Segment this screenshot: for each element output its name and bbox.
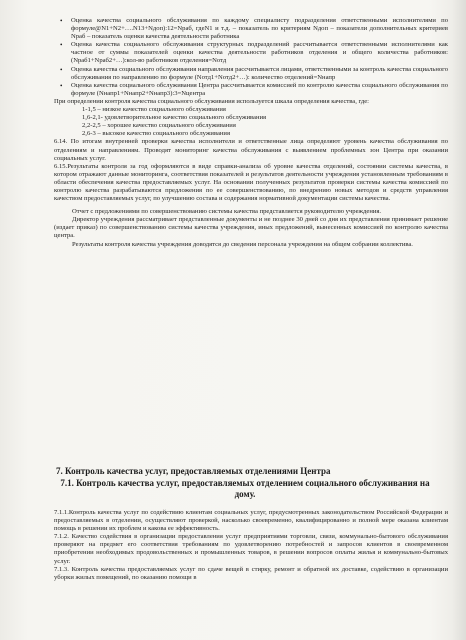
bullet-direction-formula: • Оценка качества социального обслуживания направления рассчитывается лицами, ответственными за контроль качества социального обслуживания по направлению по формуле (Nотд1+Nотд2+…): количество отделений=Nнапр xyxy=(54,66,448,82)
scale-item-satisfactory: 1,6-2,1- удовлетворительное качество социального обслуживания xyxy=(82,114,267,122)
scale-item-good: 2,2-2,5 – хорошее качество социального обслуживания xyxy=(82,122,236,130)
scale-item-low: 1-1,5 – низкое качество социального обслуживания xyxy=(82,106,226,114)
paragraph-6-15: 6.15.Результаты контроля за год оформляются в виде справки-анализа об уровне качества отделений, состоянии системы качества, в котором отражают данные мониторинга, соответствия показателей и результатов деятельности учреждения установленным требованиям в области обеспечения качества предоставляемых услуг. На основании полученных результатов проверки системы качества комиссией по контролю качества разрабатываются предложения по ее совершенствованию, по внедрению новых методов и средств управления качеством предоставляемых услуг, по улучшению состава и содержания нормативной документации системы качества. xyxy=(54,162,448,203)
section-7-heading: 7. Контроль качества услуг, предоставляемых отделениями Центра xyxy=(56,466,331,476)
paragraph-6-14: 6.14. По итогам внутренней проверки качества исполнители и ответственные лица определяют уровень качества обслуживания по отделениям и направлениям. Проводят мониторинг качества обслуживания с выявлением проблемных зон Центра при оказании социальных услуг. xyxy=(54,138,448,162)
paragraph-7-1-1: 7.1.1.Контроль качества услуг по содействию клиентам социальных услуг, предусмотренных законодательством Российской Федерации и предоставляемых в отделении, осуществляют проверкой, насколько своевременно, квалифицированно и полной мере оказана клиентам помощь в решении их проблем и какова ее эффективность. xyxy=(54,509,448,533)
paragraph-report: Отчет с предложениями по совершенствованию системы качества представляется руководителю учреждения. xyxy=(72,208,382,216)
paragraph-7-1-3: 7.1.3. Контроль качества предоставляемых услуг по сдаче вещей в стирку, ремонт и обратной их доставке, содействию в организации уборки жилых помещений, по оказанию помощи в xyxy=(54,565,448,581)
bullet-specialist-formula: • Оценка качества социального обслуживания по каждому специалисту подразделения ответственными исполнителями по формуле@N1+N2+….N13+Nдоп):12=Nраб, гдеN1 и т.д. – показатель по критериям Nдоп – показатели дополнительных критериев Nраб – показатель оценки качества деятельности работника xyxy=(54,17,448,41)
scale-intro: При определении контроля качества социального обслуживания используется шкала определения качества, где: xyxy=(54,97,369,105)
scale-item-high: 2,6-3 – высокое качество социального обслуживания xyxy=(82,130,230,138)
page-edge-shadow xyxy=(452,0,466,640)
bullet-center-formula: • Оценка качества социального обслуживания Центра рассчитывается комиссией по контролю качества социального обслуживания по формуле (Nнапр1+Nнапр2+Nнапр3):3=Nцентра xyxy=(54,82,448,98)
section-7-body xyxy=(54,509,448,582)
paragraph-results: Результаты контроля качества учреждения доводятся до сведения персонала учреждения на общем собрании коллектива. xyxy=(72,240,413,248)
section-7-1-heading: 7.1. Контроль качества услуг, предоставляемых отделением социального обслуживания на дому. xyxy=(60,478,430,499)
bullet-department-formula: • Оценка качества социального обслуживания структурных подразделений рассчитывается ответственными исполнителями как частное от суммы показателей оценки качества деятельности работников отделения и общего количества работников: (Nраб1+Nраб2+…):кол-во работников отделения=Nотд xyxy=(54,41,448,65)
paragraph-director: Директор учреждения рассматривает представленные документы и не позднее 30 дней со дня их представления принимает решение (издает приказ) по совершенствованию системы качества учреждения, иных предложений, вынесенных комиссией по контролю качества центра. xyxy=(54,216,448,240)
section-6-continuation xyxy=(54,17,448,249)
paragraph-7-1-2: 7.1.2. Качество содействия в организации предоставления услуг предприятиями торговли, связи, коммунально-бытового обслуживания проверяют на предмет его соответствия требованиям по удовлетворению потребностей и запросов клиентов в своевременном приобретении необходимых продовольственных и промышленных товаров, в решении вопросов оплаты жилья и коммунально-бытовых услуг. xyxy=(54,533,448,565)
